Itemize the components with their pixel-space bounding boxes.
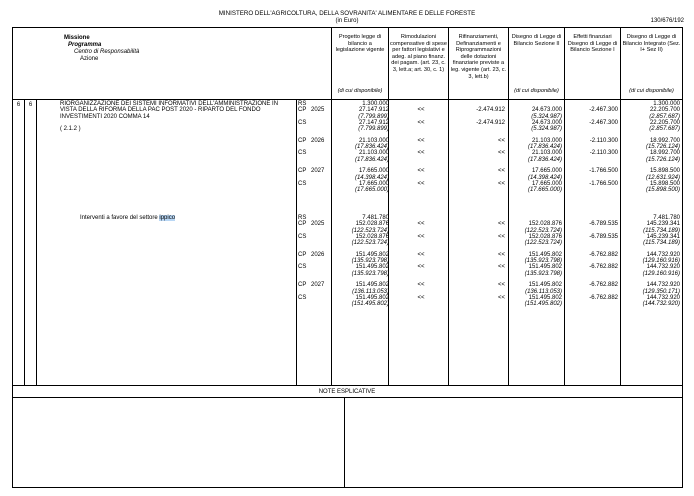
cell-progetto: 27.147.912 xyxy=(358,107,389,114)
cell-ddl-integrato: 22.205.700 xyxy=(649,107,680,114)
cell-rifinanziamenti: << xyxy=(497,221,505,228)
row-type-label: CS xyxy=(298,264,307,271)
row-year-label: 2027 xyxy=(311,168,325,175)
cell-progetto: (135.923.798) xyxy=(351,258,389,265)
cell-rifinanziamenti: << xyxy=(497,137,505,144)
body-bottom-border xyxy=(12,385,682,386)
cell-ddl-sez2: (17.836.424) xyxy=(527,156,562,163)
cell-progetto: 7.481.780 xyxy=(362,215,389,221)
header-col-2-text: Rimodulazioni compensative di spese per fattori legislativi e adeg. al piano finanz. dei pagam. (art. 23, c. 3, lett.a; art. 30, c. 1) xyxy=(390,34,447,73)
cell-progetto: 152.028.876 xyxy=(355,233,389,240)
cell-progetto: 152.028.876 xyxy=(355,221,389,228)
header-col-1-sub: (di cui disponibile) xyxy=(337,88,383,94)
cell-rifinanziamenti: << xyxy=(497,168,505,175)
cell-rifinanziamenti: << xyxy=(497,282,505,289)
page-code: 130/676/192 xyxy=(650,18,684,24)
cell-ddl-sez2: 152.028.876 xyxy=(528,221,562,228)
cell-rifinanziamenti: -2.474.912 xyxy=(476,107,505,114)
notes-title-border xyxy=(12,397,682,398)
row-type-label: CP xyxy=(298,107,307,114)
cell-effetti-sez1: -2.110.300 xyxy=(589,137,618,144)
cell-ddl-integrato: 7.481.780 xyxy=(653,215,680,221)
col-sep-2 xyxy=(388,27,389,385)
cell-effetti-sez1: -1.766.500 xyxy=(589,168,618,175)
row-year-label: 2026 xyxy=(311,251,325,258)
cell-effetti-sez1: -6.762.882 xyxy=(589,251,618,258)
cell-ddl-integrato: 144.732.920 xyxy=(646,295,680,301)
col-sep-n1 xyxy=(24,99,25,385)
row-year-label: 2025 xyxy=(311,107,325,114)
cell-ddl-integrato: (129.160.916) xyxy=(642,270,680,277)
cell-progetto: (17.836.424) xyxy=(354,156,389,163)
header-col-6 xyxy=(622,34,681,98)
cell-ddl-sez2: (5.324.987) xyxy=(531,126,562,133)
cell-ddl-integrato: 145.239.341 xyxy=(646,221,680,228)
row-type-label: CS xyxy=(298,119,307,126)
cell-ddl-sez2: 151.495.802 xyxy=(528,295,562,301)
cell-ddl-integrato: 144.732.920 xyxy=(646,251,680,258)
row-subtitle-text: Interventi a favore del settore xyxy=(80,215,160,221)
cell-ddl-integrato: (2.857.687) xyxy=(649,126,680,133)
cell-progetto: 21.103.000 xyxy=(358,137,389,144)
notes-col-sep xyxy=(344,397,345,487)
cell-progetto: (7.799.899) xyxy=(358,126,389,133)
cell-effetti-sez1: -6.789.535 xyxy=(589,221,618,228)
cell-progetto: (122.523.724) xyxy=(351,240,389,247)
cell-effetti-sez1: -2.467.300 xyxy=(589,107,618,114)
cell-ddl-integrato: 15.898.500 xyxy=(649,168,680,175)
cell-ddl-integrato: 22.205.700 xyxy=(649,119,680,126)
cell-progetto: (7.799.899) xyxy=(358,113,389,120)
unit-label: (in Euro) xyxy=(335,18,359,24)
cell-ddl-sez2: 21.103.000 xyxy=(531,150,562,157)
row-type-label: RS xyxy=(298,215,307,221)
cell-progetto: 151.495.802 xyxy=(355,295,389,301)
cell-rimodulazioni: << xyxy=(417,181,425,187)
cell-progetto: 17.665.000 xyxy=(358,181,389,187)
cell-ddl-sez2: (17.836.424) xyxy=(527,144,562,151)
cell-ddl-integrato: 18.992.700 xyxy=(649,150,680,157)
cell-progetto: 17.665.000 xyxy=(358,168,389,175)
row-type-label: CS xyxy=(298,150,307,157)
cell-effetti-sez1: -6.789.535 xyxy=(589,233,618,240)
header-col-3-text: Rifinanziamenti, Definanziamenti e Riprogrammazioni delle dotazioni finanziarie previste a leg. vigente (art. 23, c. 3, lett.b) xyxy=(450,34,507,80)
table-right-border xyxy=(682,27,683,488)
col-sep-4 xyxy=(508,27,509,385)
col-sep-tag xyxy=(296,99,297,385)
cell-effetti-sez1: -6.762.882 xyxy=(589,295,618,301)
header-col-4-text: Disegno di Legge di Bilancio Sezione II xyxy=(511,34,562,47)
cell-ddl-integrato: (129.350.171) xyxy=(642,288,680,295)
row-type-label: CP xyxy=(298,137,307,144)
cell-progetto: (151.495.802) xyxy=(351,301,389,308)
cell-ddl-sez2: (135.923.798) xyxy=(524,270,562,277)
cell-rifinanziamenti: << xyxy=(497,150,505,157)
header-bottom-border xyxy=(12,99,682,100)
cell-rimodulazioni: << xyxy=(417,119,425,126)
cell-ddl-integrato: 144.732.920 xyxy=(646,264,680,271)
cell-ddl-sez2: (17.665.000) xyxy=(527,187,562,194)
cell-rimodulazioni: << xyxy=(417,251,425,258)
cell-effetti-sez1: -6.762.882 xyxy=(589,264,618,271)
cell-ddl-sez2: 151.495.802 xyxy=(528,264,562,271)
cell-progetto: (17.665.000) xyxy=(354,187,389,194)
row-type-label: CS xyxy=(298,295,307,301)
cell-ddl-integrato: (15.726.124) xyxy=(645,144,680,151)
cell-ddl-integrato: 1.300.000 xyxy=(653,101,680,107)
cell-ddl-sez2: 21.103.000 xyxy=(531,137,562,144)
cell-rifinanziamenti: << xyxy=(497,264,505,271)
row-year-label: 2026 xyxy=(311,137,325,144)
cell-ddl-integrato: 144.732.920 xyxy=(646,282,680,289)
cell-ddl-integrato: 18.992.700 xyxy=(649,137,680,144)
cell-rimodulazioni: << xyxy=(417,264,425,271)
cell-progetto: (122.523.724) xyxy=(351,227,389,234)
col-sep-3 xyxy=(448,27,449,385)
cell-rimodulazioni: << xyxy=(417,137,425,144)
row-missione-number: 6 xyxy=(16,102,21,108)
cell-ddl-sez2: 151.495.802 xyxy=(528,282,562,289)
cell-rifinanziamenti: << xyxy=(497,251,505,258)
cell-progetto: 151.495.802 xyxy=(355,251,389,258)
cell-ddl-sez2: 24.673.000 xyxy=(531,119,562,126)
cell-ddl-sez2: (135.923.798) xyxy=(524,258,562,265)
col-sep-1 xyxy=(331,27,332,385)
ministry-title: MINISTERO DELL'AGRICOLTURA, DELLA SOVRANITA' ALIMENTARE E DELLE FORESTE xyxy=(218,10,476,17)
col-sep-5 xyxy=(564,27,565,385)
cell-rifinanziamenti: << xyxy=(497,181,505,187)
cell-progetto: (136.113.053) xyxy=(352,288,389,295)
cell-rimodulazioni: << xyxy=(417,150,425,157)
table-top-border xyxy=(12,27,682,28)
cell-ddl-integrato: (2.857.687) xyxy=(649,113,680,120)
header-col-1-text: Progetto legge di bilancio a legislazione vigente xyxy=(335,34,385,54)
cell-ddl-sez2: 24.673.000 xyxy=(531,107,562,114)
row-type-label: CP xyxy=(298,168,307,175)
row-code: ( 2.1.2 ) xyxy=(60,126,81,132)
cell-ddl-sez2: (122.523.724) xyxy=(524,240,562,247)
cell-rimodulazioni: << xyxy=(417,107,425,114)
row-title: RIORGANIZZAZIONE DEI SISTEMI INFORMATIVI DELL'AMMINISTRAZIONE IN VISTA DELLA RIFORMA DELLA PAC POST 2020 - RIPARTO DEL FONDO INVESTIMENTI 2020 COMMA 14 xyxy=(60,101,279,120)
cell-effetti-sez1: -2.110.300 xyxy=(589,150,618,157)
cell-rimodulazioni: << xyxy=(417,221,425,228)
cell-ddl-integrato: 145.239.341 xyxy=(646,233,680,240)
cell-effetti-sez1: -6.762.882 xyxy=(589,282,618,289)
cell-ddl-integrato: (15.726.124) xyxy=(645,156,680,163)
col-sep-6 xyxy=(620,27,621,385)
cell-ddl-integrato: (115.734.189) xyxy=(643,240,680,247)
cell-progetto: 21.103.000 xyxy=(358,150,389,157)
cell-ddl-integrato: (12.631.924) xyxy=(645,174,680,181)
header-programma: Programma xyxy=(68,42,102,48)
header-col-5-text: Effetti finanziari Disegno di Legge di Bilancio Sezione I xyxy=(567,34,618,54)
cell-progetto: 1.300.000 xyxy=(362,101,389,107)
cell-rimodulazioni: << xyxy=(417,168,425,175)
row-programma-number: 6 xyxy=(28,102,33,108)
cell-ddl-sez2: 151.495.802 xyxy=(528,251,562,258)
header-missione: Missione xyxy=(64,35,90,41)
row-subtitle xyxy=(80,215,175,221)
cell-ddl-sez2: (122.523.724) xyxy=(524,227,562,234)
cell-ddl-sez2: 17.665.000 xyxy=(531,168,562,175)
header-azione: Azione xyxy=(80,56,99,62)
cell-rimodulazioni: << xyxy=(417,295,425,301)
row-type-label: CP xyxy=(298,251,307,258)
cell-ddl-sez2: 17.665.000 xyxy=(531,181,562,187)
cell-ddl-integrato: (15.898.500) xyxy=(645,187,680,194)
header-col-4 xyxy=(510,34,563,98)
cell-progetto: 27.147.912 xyxy=(358,119,389,126)
header-col-6-sub: (di cui disponibile) xyxy=(629,88,674,94)
cell-ddl-integrato: (115.734.189) xyxy=(643,227,680,234)
row-type-label: RS xyxy=(298,101,307,107)
cell-rimodulazioni: << xyxy=(417,233,425,240)
row-subtitle-highlight: ippico xyxy=(159,215,176,221)
header-col-4-sub: (di cui disponibile) xyxy=(514,88,559,94)
cell-effetti-sez1: -1.766.500 xyxy=(589,181,618,187)
cell-progetto: 151.495.802 xyxy=(355,264,389,271)
cell-progetto: (135.923.798) xyxy=(351,270,389,277)
row-year-label: 2027 xyxy=(311,282,325,289)
cell-progetto: (14.398.424) xyxy=(354,174,389,181)
header-centro: Centro di Responsabilità xyxy=(74,49,140,55)
header-col-2 xyxy=(390,34,447,98)
header-col-6-text: Disegno di Legge di Bilancio Integrato (Sez. I+ Sez II) xyxy=(622,34,681,54)
cell-ddl-sez2: (14.398.424) xyxy=(527,174,562,181)
notes-title: NOTE ESPLICATIVE xyxy=(318,389,376,395)
cell-progetto: 151.495.802 xyxy=(355,282,389,289)
col-sep-n2 xyxy=(36,99,37,385)
cell-ddl-integrato: 15.898.500 xyxy=(649,181,680,187)
cell-ddl-integrato: (129.160.916) xyxy=(642,258,680,265)
row-type-label: CP xyxy=(298,221,307,228)
cell-ddl-sez2: (5.324.987) xyxy=(531,113,562,120)
cell-rifinanziamenti: << xyxy=(497,295,505,301)
cell-progetto: (17.836.424) xyxy=(354,144,389,151)
cell-effetti-sez1: -2.467.300 xyxy=(589,119,618,126)
row-year-label: 2025 xyxy=(311,221,325,228)
row-type-label: CS xyxy=(298,181,307,187)
header-col-5 xyxy=(566,34,619,98)
header-col-3 xyxy=(450,34,507,98)
header-col-1 xyxy=(333,34,387,98)
row-type-label: CS xyxy=(298,233,307,240)
table-bottom-border xyxy=(12,487,682,488)
table-left-border xyxy=(12,27,13,488)
cell-rifinanziamenti: -2.474.912 xyxy=(476,119,505,126)
cell-rifinanziamenti: << xyxy=(497,233,505,240)
cell-rimodulazioni: << xyxy=(417,282,425,289)
cell-ddl-sez2: (151.495.802) xyxy=(524,301,562,308)
cell-ddl-sez2: (136.113.053) xyxy=(525,288,562,295)
row-type-label: CP xyxy=(298,282,307,289)
cell-ddl-integrato: (144.732.920) xyxy=(642,301,680,308)
cell-ddl-sez2: 152.028.876 xyxy=(528,233,562,240)
